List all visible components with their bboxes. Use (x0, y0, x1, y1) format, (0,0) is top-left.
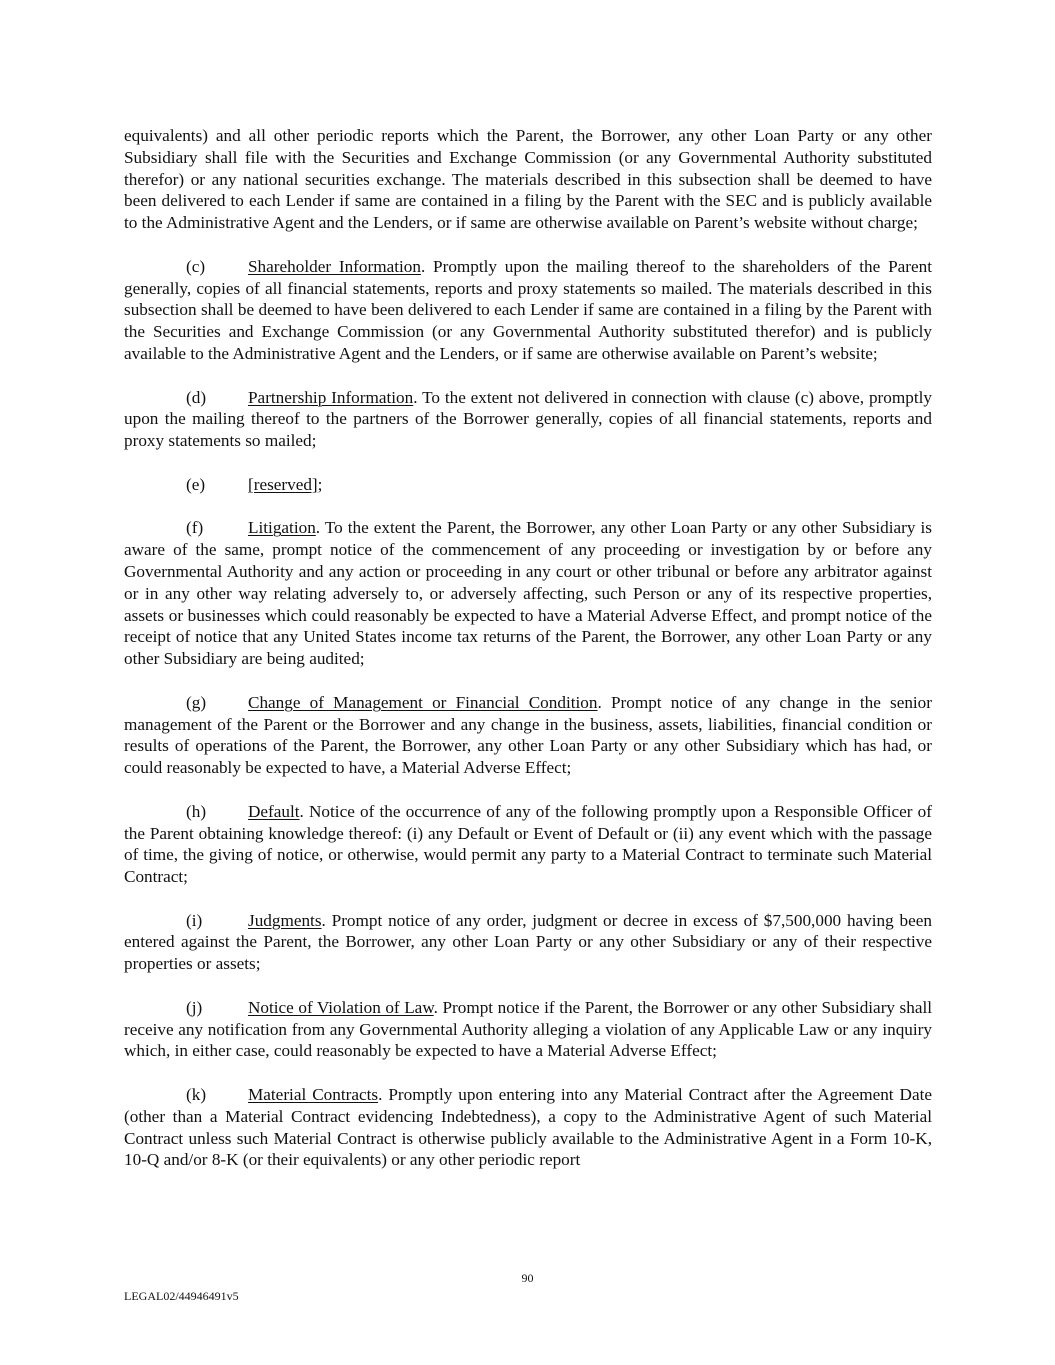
section-label: (i) (186, 910, 203, 930)
section-k (124, 1084, 932, 1171)
section-text: . Promptly upon the mailing thereof to the shareholders of the Parent generally, copies of all financial statements, reports and proxy statements so mailed. The materials described in this subsection shall be deemed to have been delivered to each Lender if same are contained in a filing by the Parent with the Securities and Exchange Commission (or any Governmental Authority substituted therefor) and is publicly available to the Administrative Agent and the Lenders, or if same are otherwise available on Parent’s website; (124, 256, 932, 363)
section-text: . Prompt notice if the Parent, the Borrower or any other Subsidiary shall receive any notification from any Governmental Authority alleging a violation of any Applicable Law or any inquiry which, in either case, could reasonably be expected to have a Material Adverse Effect; (124, 997, 933, 1061)
section-h (124, 801, 932, 888)
page-number: 90 (521, 1271, 534, 1285)
section-label: (e) (186, 474, 206, 494)
section-heading: Partnership Information (248, 387, 414, 407)
section-text: . To the extent not delivered in connection with clause (c) above, promptly upon the mailing thereof to the partners of the Borrower generally, copies of all financial statements, reports and proxy statements so mailed; (124, 387, 932, 451)
section-heading: Litigation (248, 518, 316, 538)
section-text: . Promptly upon entering into any Material Contract after the Agreement Date (other than a Material Contract evidencing Indebtedness), a copy to the Administrative Agent of such Material Contract unless such Material Contract is otherwise publicly available to the Administrative Agent in a Form 10-K, 10-Q and/or 8-K (or their equivalents) or any other periodic report (124, 1085, 932, 1170)
section-heading: Notice of Violation of Law (248, 997, 434, 1017)
section-heading: [reserved] (248, 474, 318, 494)
section-text: . Prompt notice of any order, judgment or decree in excess of $7,500,000 having been entered against the Parent, the Borrower, any other Loan Party or any other Subsidiary or any of their respective properties or assets; (124, 910, 932, 974)
section-c (124, 256, 932, 365)
section-heading: Material Contracts (248, 1085, 379, 1105)
section-label: (c) (186, 256, 206, 276)
document-body (124, 125, 932, 1193)
section-d (124, 387, 932, 452)
continuation-paragraph: equivalents) and all other periodic reports which the Parent, the Borrower, any other Loan Party or any other Subsidiary shall file with the Securities and Exchange Commission (or any Governmental Authority substituted therefor) or any national securities exchange. The materials described in this subsection shall be deemed to have been delivered to each Lender if same are contained in a filing by the Parent with the SEC and is publicly available to the Administrative Agent and the Lenders, or if same are otherwise available on Parent’s website without charge; (124, 126, 932, 233)
section-heading: Shareholder Information (248, 256, 421, 276)
section-text: . Prompt notice of any change in the senior management of the Parent or the Borrower and any change in the business, assets, liabilities, financial condition or results of operations of the Parent, the Borrower, any other Loan Party or any other Subsidiary which has had, or could reasonably be expected to have, a Material Adverse Effect; (124, 692, 933, 778)
section-label: (k) (186, 1085, 207, 1105)
section-j (124, 997, 932, 1062)
section-g (124, 692, 932, 779)
section-label: (g) (186, 692, 207, 712)
section-label: (d) (186, 387, 207, 407)
section-e (124, 474, 932, 496)
section-label: (h) (186, 801, 207, 821)
section-f (124, 517, 932, 670)
section-label: (j) (186, 997, 203, 1017)
section-heading: Default (248, 801, 300, 821)
section-heading: Change of Management or Financial Condition (248, 692, 598, 712)
section-label: (f) (186, 518, 204, 538)
section-text: . To the extent the Parent, the Borrower, any other Loan Party or any other Subsidiary is aware of the same, prompt notice of the commencement of any proceeding or investigation by or before any Governmental Authority and any action or proceeding in any court or other tribunal or before any arbitrator against or in any other way relating adversely to, or adversely affecting, such Person or any of its respective properties, assets or businesses which could reasonably be expected to have a Material Adverse Effect, and prompt notice of the receipt of notice that any United States income tax returns of the Parent, the Borrower, any other Loan Party or any other Subsidiary are being audited; (124, 518, 932, 669)
section-i (124, 910, 932, 975)
document-id: LEGAL02/44946491v5 (124, 1289, 239, 1303)
section-heading: Judgments (248, 910, 322, 930)
section-text: . Notice of the occurrence of any of the following promptly upon a Responsible Officer of the Parent obtaining knowledge thereof: (i) any Default or Event of Default or (ii) any event which with the passage of time, the giving of notice, or otherwise, would permit any party to a Material Contract to terminate such Material Contract; (124, 801, 932, 887)
section-text: ; (317, 474, 323, 494)
